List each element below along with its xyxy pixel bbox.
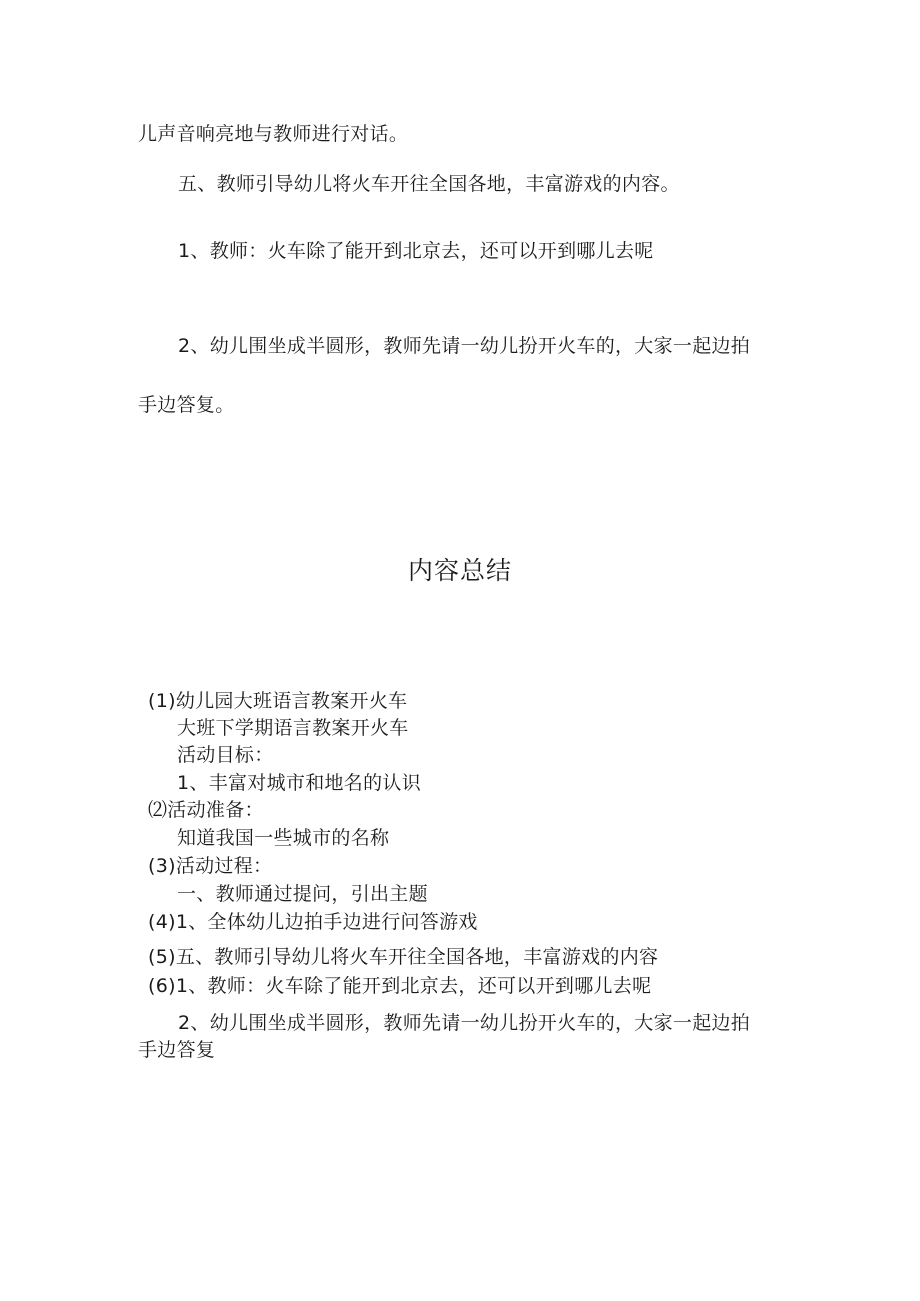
summary-line-4: 1、丰富对城市和地名的认识 <box>177 772 421 794</box>
summary-line-9: (4)1、全体幼儿边拍手边进行问答游戏 <box>148 911 478 933</box>
body-line-3: 1、教师：火车除了能开到北京去，还可以开到哪儿去呢 <box>178 240 654 262</box>
summary-line-5: ⑵活动准备： <box>148 799 264 821</box>
body-line-2: 五、教师引导幼儿将火车开往全国各地，丰富游戏的内容。 <box>178 173 680 195</box>
summary-line-7: (3)活动过程： <box>148 855 273 877</box>
body-line-4: 2、幼儿围坐成半圆形，教师先请一幼儿扮开火车的，大家一起边拍 <box>178 335 751 357</box>
body-line-1: 儿声音响亮地与教师进行对话。 <box>138 123 409 145</box>
summary-line-13: 手边答复 <box>138 1039 216 1061</box>
summary-line-12: 2、幼儿围坐成半圆形，教师先请一幼儿扮开火车的，大家一起边拍 <box>178 1012 751 1034</box>
summary-line-6: 知道我国一些城市的名称 <box>177 827 390 849</box>
summary-line-2: 大班下学期语言教案开火车 <box>177 717 409 739</box>
summary-line-10: (5)五、教师引导幼儿将火车开往全国各地，丰富游戏的内容 <box>148 946 659 968</box>
summary-line-1: (1)幼儿园大班语言教案开火车 <box>148 690 408 712</box>
summary-title: 内容总结 <box>407 556 512 585</box>
summary-line-11: (6)1、教师：火车除了能开到北京去，还可以开到哪儿去呢 <box>148 975 652 997</box>
body-line-5: 手边答复。 <box>138 394 235 416</box>
summary-line-3: 活动目标： <box>177 744 274 766</box>
summary-line-8: 一、教师通过提问，引出主题 <box>177 883 428 905</box>
